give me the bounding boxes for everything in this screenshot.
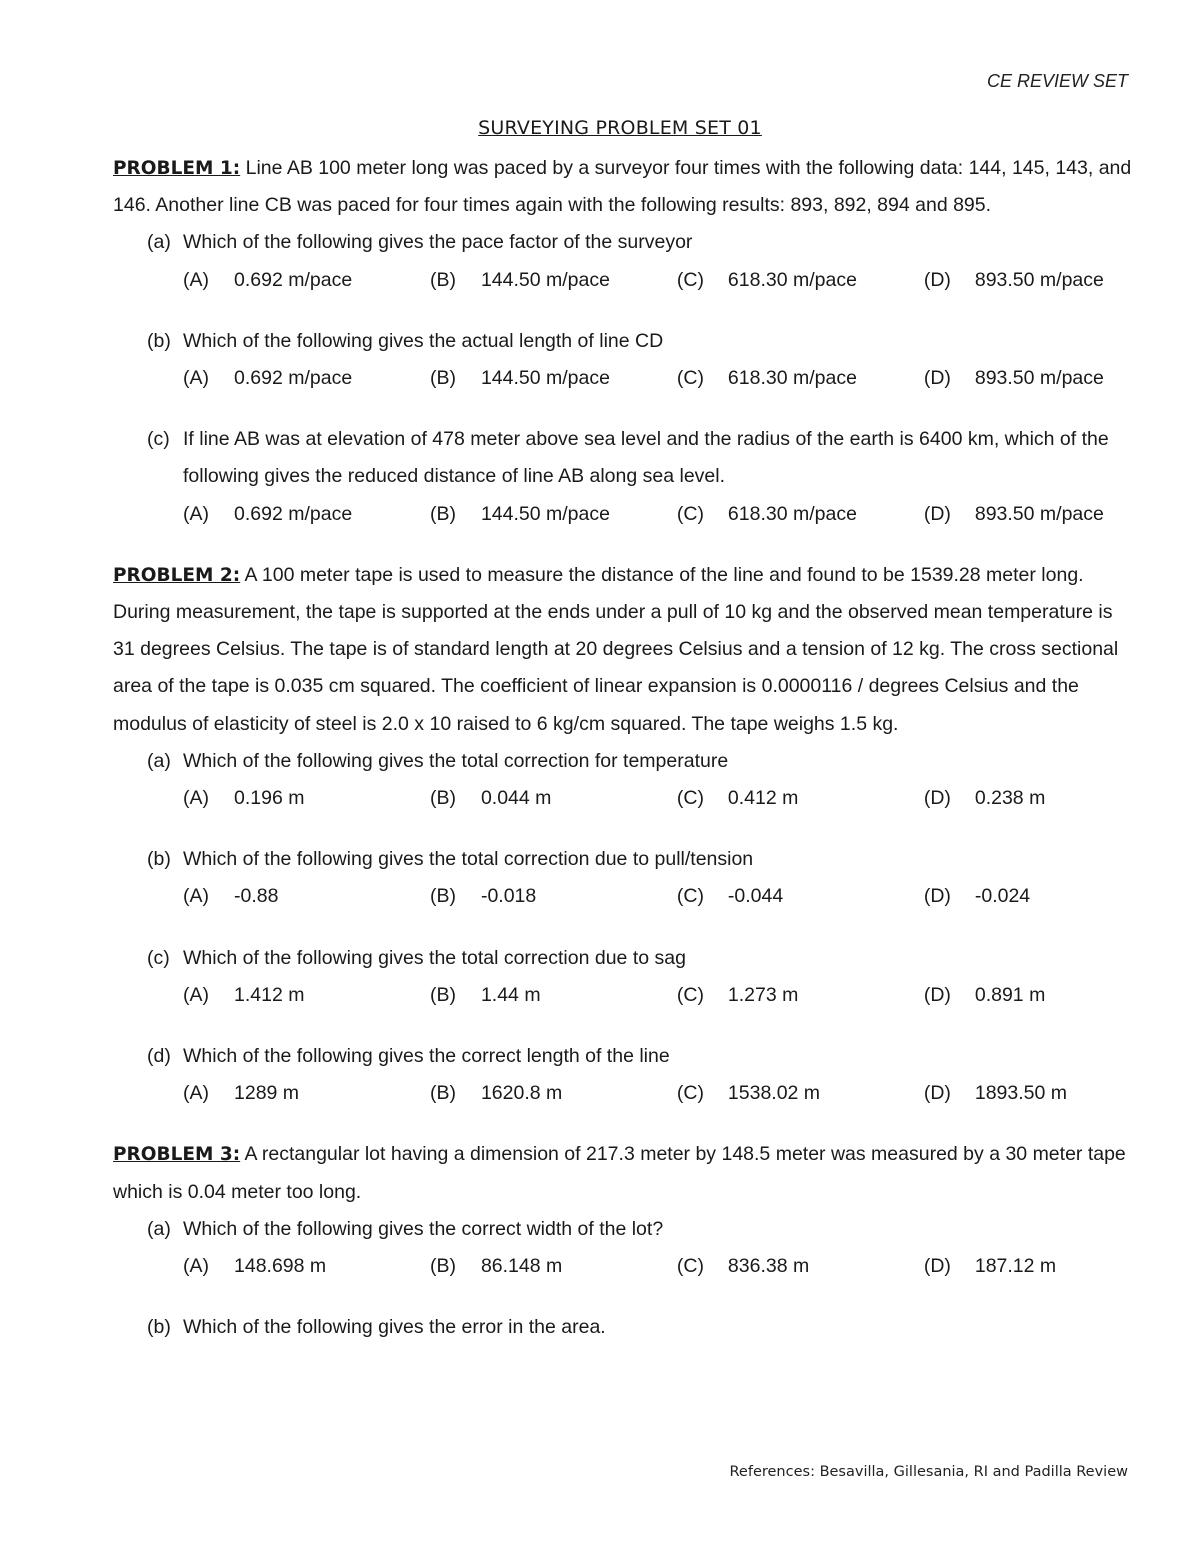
choice-letter: (C) <box>676 885 704 908</box>
choice-text: 1620.8 m <box>480 1082 563 1105</box>
question-text: Which of the following gives the error in the area. <box>183 1316 606 1339</box>
choice-text: 0.891 m <box>974 983 1046 1006</box>
question-text: If line AB was at elevation of 478 meter above sea level and the radius of the earth is 6400 km, which of the following gives the reduced distance of line AB along sea level. <box>183 428 1109 488</box>
choice-letter: (C) <box>676 1082 704 1105</box>
document-body <box>113 150 1133 1346</box>
choice-option <box>924 780 1133 817</box>
choice-option <box>183 262 430 299</box>
choice-option <box>924 360 1133 397</box>
choice-text: 0.692 m/pace <box>234 367 353 390</box>
choice-option <box>924 262 1133 299</box>
choice-letter: (A) <box>183 787 209 810</box>
references-footer: References: Besavilla, Gillesania, RI and Padilla Review <box>729 1464 1128 1480</box>
problem-1 <box>113 150 1133 533</box>
question-line <box>113 421 1133 495</box>
choice-letter: (D) <box>923 983 951 1006</box>
choice-text: 1.273 m <box>727 983 799 1006</box>
question-line <box>113 1038 1133 1075</box>
choice-option <box>677 496 924 533</box>
choice-row <box>113 1248 1133 1285</box>
choice-text: 86.148 m <box>480 1255 563 1278</box>
problem-label: PROBLEM 2: <box>113 564 241 586</box>
question-text: Which of the following gives the correct width of the lot? <box>183 1217 664 1240</box>
choice-text: -0.024 <box>974 885 1031 908</box>
choice-text: 0.692 m/pace <box>234 268 353 291</box>
choice-text: 0.412 m <box>727 787 799 810</box>
choice-text: 0.044 m <box>480 787 552 810</box>
problem-statement <box>113 557 1133 743</box>
choice-text: 618.30 m/pace <box>727 367 857 390</box>
choice-letter: (B) <box>429 885 456 908</box>
choice-letter: (B) <box>429 1082 456 1105</box>
choice-letter: (D) <box>923 268 951 291</box>
choice-letter: (A) <box>183 367 209 390</box>
choice-option <box>430 780 677 817</box>
choice-text: 144.50 m/pace <box>480 502 610 525</box>
choice-option <box>430 262 677 299</box>
question-line <box>113 1211 1133 1248</box>
choice-text: 148.698 m <box>234 1255 327 1278</box>
question-item <box>113 940 1133 1014</box>
choice-letter: (D) <box>923 502 951 525</box>
choice-text: 1.412 m <box>234 983 305 1006</box>
question-line <box>113 743 1133 780</box>
choice-text: 0.196 m <box>234 787 305 810</box>
choice-text: 1.44 m <box>480 983 541 1006</box>
choice-row <box>113 977 1133 1014</box>
choice-letter: (B) <box>429 1255 456 1278</box>
choice-text: 893.50 m/pace <box>974 268 1104 291</box>
choice-option <box>183 780 430 817</box>
question-item <box>113 224 1133 298</box>
choice-row <box>113 1075 1133 1112</box>
choice-text: -0.88 <box>234 885 279 908</box>
choice-row <box>113 360 1133 397</box>
choice-option <box>677 1248 924 1285</box>
choice-letter: (D) <box>923 885 951 908</box>
question-letter: (b) <box>147 329 171 352</box>
choice-option <box>677 1075 924 1112</box>
question-text: Which of the following gives the total correction for temperature <box>183 749 729 772</box>
choice-option <box>183 1248 430 1285</box>
question-letter: (d) <box>147 1045 171 1068</box>
question-letter: (a) <box>147 1217 171 1240</box>
question-letter: (b) <box>147 848 171 871</box>
question-letter: (c) <box>147 428 170 451</box>
choice-option <box>924 496 1133 533</box>
question-item <box>113 1309 1133 1346</box>
choice-text: -0.044 <box>727 885 784 908</box>
choice-text: 187.12 m <box>974 1255 1057 1278</box>
choice-letter: (B) <box>429 983 456 1006</box>
question-line <box>113 940 1133 977</box>
choice-text: 144.50 m/pace <box>480 268 610 291</box>
choice-option <box>183 977 430 1014</box>
choice-letter: (A) <box>183 268 209 291</box>
choice-text: -0.018 <box>480 885 537 908</box>
question-item <box>113 1038 1133 1112</box>
choice-letter: (C) <box>676 983 704 1006</box>
choice-option <box>183 878 430 915</box>
question-letter: (b) <box>147 1316 171 1339</box>
choice-letter: (C) <box>676 502 704 525</box>
choice-option <box>183 1075 430 1112</box>
choice-text: 618.30 m/pace <box>727 502 857 525</box>
choice-option <box>677 878 924 915</box>
choice-letter: (D) <box>923 367 951 390</box>
problem-text: Line AB 100 meter long was paced by a surveyor four times with the following data: 144, 145, 143, and 146. Another line CB was paced for four times again with the following results: 893, 892, 894 and 895. <box>113 157 1132 217</box>
choice-text: 893.50 m/pace <box>974 502 1104 525</box>
header-label: CE REVIEW SET <box>986 71 1128 91</box>
choice-text: 836.38 m <box>727 1255 810 1278</box>
choice-row <box>113 780 1133 817</box>
problem-statement <box>113 1136 1133 1210</box>
choice-text: 1538.02 m <box>727 1082 821 1105</box>
choice-text: 1893.50 m <box>974 1082 1068 1105</box>
choice-option <box>430 1248 677 1285</box>
choice-letter: (C) <box>676 1255 704 1278</box>
choice-option <box>677 780 924 817</box>
question-line <box>113 323 1133 360</box>
problem-3 <box>113 1136 1133 1346</box>
choice-option <box>183 496 430 533</box>
question-text: Which of the following gives the actual length of line CD <box>183 329 664 352</box>
question-text: Which of the following gives the correct length of the line <box>183 1045 670 1068</box>
problem-label: PROBLEM 3: <box>113 1144 241 1166</box>
choice-option <box>677 262 924 299</box>
choice-option <box>924 977 1133 1014</box>
problem-statement <box>113 150 1133 224</box>
question-item <box>113 841 1133 915</box>
choice-option <box>924 1075 1133 1112</box>
question-line <box>113 224 1133 261</box>
choice-letter: (D) <box>923 1255 951 1278</box>
problem-label: PROBLEM 1: <box>113 158 241 179</box>
question-text: Which of the following gives the pace factor of the surveyor <box>183 231 693 254</box>
problem-2 <box>113 557 1133 1113</box>
choice-text: 893.50 m/pace <box>974 367 1104 390</box>
question-item <box>113 421 1133 533</box>
choice-letter: (D) <box>923 1082 951 1105</box>
choice-text: 0.692 m/pace <box>234 502 353 525</box>
choice-option <box>430 360 677 397</box>
choice-letter: (A) <box>183 1082 209 1105</box>
choice-letter: (A) <box>183 502 209 525</box>
choice-letter: (B) <box>429 367 456 390</box>
choice-option <box>430 496 677 533</box>
choice-row <box>113 878 1133 915</box>
choice-row <box>113 262 1133 299</box>
choice-letter: (A) <box>183 983 209 1006</box>
question-letter: (a) <box>147 231 171 254</box>
question-letter: (c) <box>147 946 170 969</box>
problem-text: A 100 meter tape is used to measure the distance of the line and found to be 1539.28 meter long. During measurement, the tape is supported at the ends under a pull of 10 kg and the observed mean temperature is 31 degrees Celsius. The tape is of standard length at 20 degrees Celsius and a tension of 12 kg. The cross sectional area of the tape is 0.035 cm squared. The coefficient of linear expansion is 0.0000116 / degrees Celsius and the modulus of elasticity of steel is 2.0 x 10 raised to 6 kg/cm squared. The tape weighs 1.5 kg. <box>113 563 1119 735</box>
choice-letter: (A) <box>183 885 209 908</box>
choice-option <box>183 360 430 397</box>
choice-letter: (A) <box>183 1255 209 1278</box>
choice-option <box>677 977 924 1014</box>
choice-letter: (B) <box>429 268 456 291</box>
choice-row <box>113 496 1133 533</box>
choice-letter: (C) <box>676 787 704 810</box>
choice-letter: (C) <box>676 268 704 291</box>
choice-option <box>430 1075 677 1112</box>
choice-option <box>430 878 677 915</box>
choice-letter: (B) <box>429 787 456 810</box>
choice-letter: (B) <box>429 502 456 525</box>
choice-letter: (D) <box>923 787 951 810</box>
question-text: Which of the following gives the total correction due to sag <box>183 946 686 969</box>
choice-option <box>924 1248 1133 1285</box>
choice-text: 0.238 m <box>974 787 1046 810</box>
question-line <box>113 841 1133 878</box>
question-text: Which of the following gives the total correction due to pull/tension <box>183 848 754 871</box>
problem-text: A rectangular lot having a dimension of 217.3 meter by 148.5 meter was measured by a 30 meter tape which is 0.04 meter too long. <box>113 1143 1126 1203</box>
question-item <box>113 323 1133 397</box>
question-letter: (a) <box>147 749 171 772</box>
choice-option <box>677 360 924 397</box>
choice-option <box>430 977 677 1014</box>
choice-text: 1289 m <box>234 1082 300 1105</box>
choice-text: 144.50 m/pace <box>480 367 610 390</box>
question-item <box>113 1211 1133 1285</box>
page-title: SURVEYING PROBLEM SET 01 <box>478 117 762 139</box>
choice-text: 618.30 m/pace <box>727 268 857 291</box>
choice-letter: (C) <box>676 367 704 390</box>
question-line <box>113 1309 1133 1346</box>
choice-option <box>924 878 1133 915</box>
question-item <box>113 743 1133 817</box>
